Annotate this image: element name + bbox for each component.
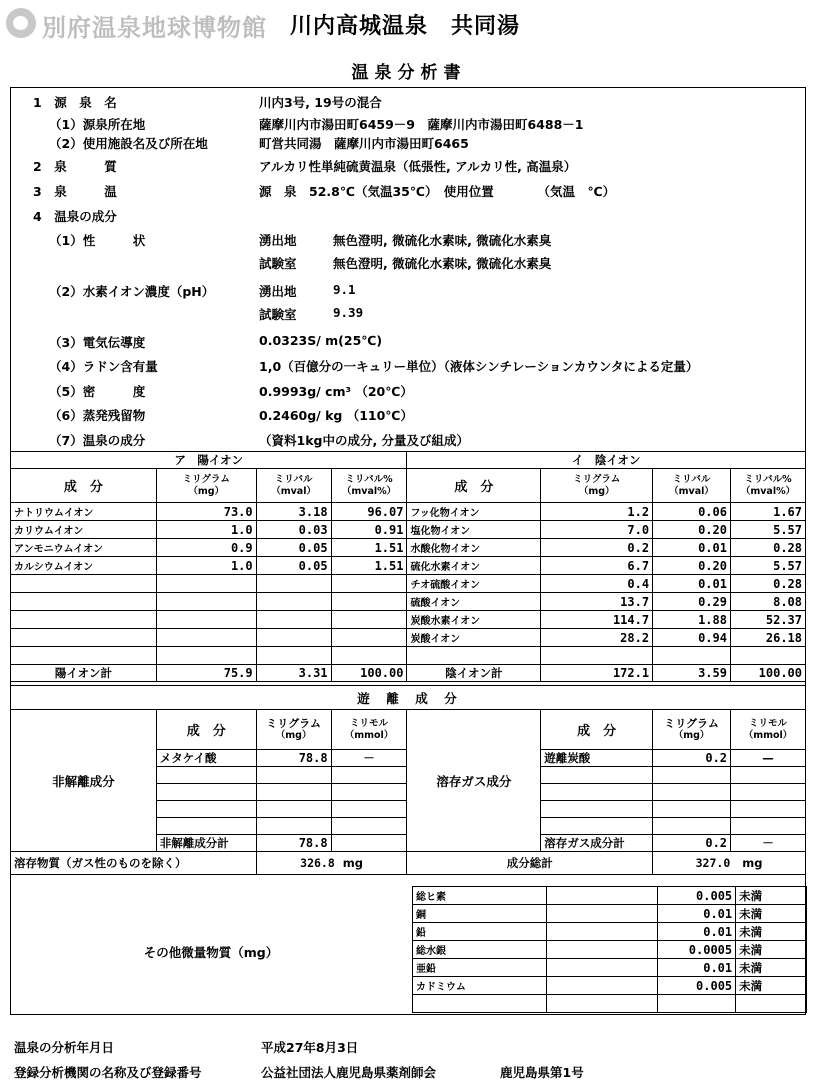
- trace-note: 未満: [736, 887, 807, 905]
- cation-total-label: 陽イオン計: [11, 665, 157, 682]
- trace-value: 0.005: [658, 977, 736, 995]
- trace-empty-cell: [546, 887, 658, 905]
- trace-empty-cell: [546, 923, 658, 941]
- cation-empty-cell: [156, 629, 256, 647]
- item-quality-label: 2 泉 質: [33, 159, 117, 174]
- dissolved-label: 溶存物質（ガス性のものを除く）: [11, 852, 257, 875]
- gas-col-mg: ミリグラム （mg）: [653, 710, 731, 750]
- item-location-label: （1）源泉所在地: [49, 117, 146, 132]
- trace-note: 未満: [736, 959, 807, 977]
- registered-org-label: 登録分析機関の名称及び登録番号: [14, 1065, 202, 1080]
- cation-empty-cell: [331, 611, 407, 629]
- ion-row: [11, 521, 806, 539]
- trace-note: 未満: [736, 941, 807, 959]
- cation-col-mval: ミリバル （mval）: [256, 469, 331, 503]
- anion-pct: 5.57: [730, 557, 805, 575]
- trace-row: [413, 941, 807, 959]
- anion-mg: 0.2: [541, 539, 653, 557]
- cation-empty-cell: [256, 629, 331, 647]
- anion-col-mvalp: ミリバル% （mval%）: [730, 469, 805, 503]
- trace-note: 未満: [736, 923, 807, 941]
- anion-name: 炭酸水素イオン: [407, 611, 541, 629]
- trace-value: 0.01: [658, 923, 736, 941]
- property-spring-place: 湧出地: [259, 233, 297, 248]
- museum-name: 別府温泉地球博物館: [42, 14, 267, 42]
- ion-row: [11, 647, 806, 665]
- anion-empty-cell: [653, 647, 731, 665]
- anion-pct: 0.28: [730, 575, 805, 593]
- gas-total-label: 溶存ガス成分計: [541, 835, 653, 852]
- trace-name: 総水銀: [413, 941, 547, 959]
- cation-name: ナトリウムイオン: [11, 503, 157, 521]
- anion-mval: 1.88: [653, 611, 731, 629]
- trace-empty-cell: [736, 995, 807, 1013]
- anion-name: 塩化物イオン: [407, 521, 541, 539]
- anion-mg: 6.7: [541, 557, 653, 575]
- trace-note: 未満: [736, 977, 807, 995]
- gas-col-mmol: ミリモル （mmol）: [731, 710, 806, 750]
- ph-spring-place: 湧出地: [259, 284, 297, 299]
- ph-spring-value: 9.1: [333, 282, 356, 297]
- property-lab-value: 無色澄明, 微硫化水素味, 微硫化水素臭: [333, 256, 552, 271]
- anion-col-mg: ミリグラム （mg）: [541, 469, 653, 503]
- gas-mg: 0.2: [653, 750, 731, 767]
- cation-empty-cell: [11, 575, 157, 593]
- anion-pct: 26.18: [730, 629, 805, 647]
- free-title: 遊 離 成 分: [11, 686, 806, 710]
- anion-mval: 0.01: [653, 575, 731, 593]
- anion-total-mg: 172.1: [541, 665, 653, 682]
- density-value: 0.9993g/ cm³ （20℃）: [259, 384, 413, 399]
- residue-value: 0.2460g/ kg （110℃）: [259, 408, 413, 423]
- header: [0, 0, 818, 52]
- cation-name: アンモニウムイオン: [11, 539, 157, 557]
- gas-name: 遊離炭酸: [541, 750, 653, 767]
- ph-lab-place: 試験室: [259, 307, 297, 322]
- trace-empty-cell: [546, 995, 658, 1013]
- cation-total-mg: 75.9: [156, 665, 256, 682]
- cation-empty-cell: [331, 629, 407, 647]
- trace-note: 未満: [736, 905, 807, 923]
- cation-empty-cell: [11, 611, 157, 629]
- document-title: 温泉分析書: [351, 63, 467, 83]
- cation-empty-cell: [11, 593, 157, 611]
- anion-mval: 0.01: [653, 539, 731, 557]
- dissolved-value-cell: [256, 852, 407, 875]
- anion-mg: 28.2: [541, 629, 653, 647]
- anion-mg: 0.4: [541, 575, 653, 593]
- anion-mval: 0.29: [653, 593, 731, 611]
- item-temperature-value: 源 泉 52.8℃（気温35℃） 使用位置 （気温 ℃）: [259, 184, 616, 199]
- trace-empty-cell: [413, 995, 547, 1013]
- ion-table: [10, 451, 806, 682]
- anion-title: イ 陰イオン: [407, 452, 806, 469]
- conductivity-label: （3）電気伝導度: [49, 335, 146, 350]
- gas-mmol: —: [731, 750, 806, 767]
- cation-pct: 96.07: [331, 503, 407, 521]
- cation-pct: 1.51: [331, 539, 407, 557]
- radon-value: 1,0（百億分の一キュリー単位）（液体シンチレーションカウンタによる定量）: [259, 359, 699, 374]
- trace-name: カドミウム: [413, 977, 547, 995]
- ion-row: [11, 557, 806, 575]
- nondiss-name: メタケイ酸: [156, 750, 256, 767]
- analysis-date: 平成27年8月3日: [261, 1040, 359, 1055]
- anion-pct: 52.37: [730, 611, 805, 629]
- cation-mg: 1.0: [156, 557, 256, 575]
- total-unit: mg: [742, 856, 763, 870]
- cation-pct: 1.51: [331, 557, 407, 575]
- trace-empty-cell: [546, 941, 658, 959]
- density-label: （5）密 度: [49, 384, 146, 399]
- anion-mval: 0.94: [653, 629, 731, 647]
- anion-mg: 1.2: [541, 503, 653, 521]
- anion-mval: 0.06: [653, 503, 731, 521]
- anion-mg: 7.0: [541, 521, 653, 539]
- registered-org: 公益社団法人鹿児島県薬剤師会: [261, 1065, 437, 1080]
- cation-col-component: 成 分: [11, 469, 157, 503]
- dissolved-unit: mg: [342, 856, 363, 870]
- free-components-table: [10, 685, 806, 875]
- total-value: 327.0: [695, 856, 731, 870]
- anion-pct: 1.67: [730, 503, 805, 521]
- anion-pct: 5.57: [730, 521, 805, 539]
- ion-row: [11, 611, 806, 629]
- total-label: 成分総計: [407, 852, 653, 875]
- trace-row: [413, 923, 807, 941]
- trace-value: 0.01: [658, 905, 736, 923]
- item-components-label: 4 温泉の成分: [33, 209, 117, 224]
- total-value-cell: [653, 852, 806, 875]
- ion-row: [11, 629, 806, 647]
- cation-mg: 73.0: [156, 503, 256, 521]
- cation-mg: 1.0: [156, 521, 256, 539]
- cation-total-pct: 100.00: [331, 665, 407, 682]
- cation-mval: 3.18: [256, 503, 331, 521]
- cation-empty-cell: [256, 575, 331, 593]
- ph-lab-value: 9.39: [333, 305, 364, 320]
- cation-empty-cell: [256, 611, 331, 629]
- trace-value: 0.01: [658, 959, 736, 977]
- cation-empty-cell: [11, 629, 157, 647]
- gas-total-mg: 0.2: [653, 835, 731, 852]
- gas-col-component: 成 分: [541, 710, 653, 750]
- anion-empty-cell: [730, 647, 805, 665]
- analysis-date-label: 温泉の分析年月日: [14, 1040, 115, 1055]
- trace-empty-cell: [546, 905, 658, 923]
- property-lab-place: 試験室: [259, 256, 297, 271]
- registration-number: 鹿児島県第1号: [500, 1065, 584, 1080]
- trace-value: 0.005: [658, 887, 736, 905]
- cation-empty-cell: [156, 611, 256, 629]
- museum-logo-icon: [6, 8, 36, 38]
- anion-mval: 0.20: [653, 521, 731, 539]
- ion-row: [11, 593, 806, 611]
- nondissociated-label: 非解離成分: [11, 710, 157, 852]
- ion-row: [11, 539, 806, 557]
- anion-col-mval: ミリバル （mval）: [653, 469, 731, 503]
- anion-mg: 114.7: [541, 611, 653, 629]
- cation-name: カルシウムイオン: [11, 557, 157, 575]
- cation-total-mval: 3.31: [256, 665, 331, 682]
- residue-label: （6）蒸発残留物: [49, 408, 146, 423]
- cation-empty-cell: [256, 593, 331, 611]
- nondiss-col-component: 成 分: [156, 710, 256, 750]
- cation-empty-cell: [331, 647, 407, 665]
- nondiss-mg: 78.8: [256, 750, 331, 767]
- analysis-sheet: [10, 87, 806, 1015]
- anion-mg: 13.7: [541, 593, 653, 611]
- dissolved-value: 326.8: [300, 856, 335, 870]
- conductivity-value: 0.0323S/ m(25℃): [259, 333, 383, 348]
- property-label: （1）性 状: [49, 233, 146, 248]
- anion-col-component: 成 分: [407, 469, 541, 503]
- nondiss-total-mg: 78.8: [256, 835, 331, 852]
- item-facility-value: 町営共同湯 薩摩川内市湯田町6465: [259, 136, 469, 151]
- cation-empty-cell: [156, 593, 256, 611]
- cation-mval: 0.05: [256, 557, 331, 575]
- item-location-value: 薩摩川内市湯田町6459－9 薩摩川内市湯田町6488－1: [259, 117, 584, 132]
- anion-empty-cell: [541, 647, 653, 665]
- trace-name: 銅: [413, 905, 547, 923]
- cation-title: ア 陽イオン: [11, 452, 407, 469]
- anion-total-pct: 100.00: [730, 665, 805, 682]
- item-facility-label: （2）使用施設名及び所在地: [49, 136, 208, 151]
- item-quality-value: アルカリ性単純硫黄温泉（低張性, アルカリ性, 高温泉）: [259, 159, 577, 174]
- trace-table: [412, 886, 807, 1013]
- spring-components-value: （資料1kg中の成分, 分量及び組成）: [259, 433, 470, 448]
- cation-empty-cell: [11, 647, 157, 665]
- nondiss-mmol: －: [331, 750, 407, 767]
- anion-name: 炭酸イオン: [407, 629, 541, 647]
- anion-pct: 8.08: [730, 593, 805, 611]
- cation-col-mvalp: ミリバル% （mval%）: [331, 469, 407, 503]
- trace-empty-cell: [658, 995, 736, 1013]
- cation-empty-cell: [331, 575, 407, 593]
- trace-name: 総ヒ素: [413, 887, 547, 905]
- trace-row: [413, 977, 807, 995]
- anion-name: フッ化物イオン: [407, 503, 541, 521]
- ion-row: [11, 503, 806, 521]
- cation-empty-cell: [156, 575, 256, 593]
- anion-total-label: 陰イオン計: [407, 665, 541, 682]
- cation-name: カリウムイオン: [11, 521, 157, 539]
- cation-mval: 0.03: [256, 521, 331, 539]
- spring-name: 川内高城温泉 共同湯: [290, 14, 521, 39]
- cation-mg: 0.9: [156, 539, 256, 557]
- anion-name: 硫化水素イオン: [407, 557, 541, 575]
- trace-row: [413, 959, 807, 977]
- trace-empty-cell: [546, 977, 658, 995]
- trace-value: 0.0005: [658, 941, 736, 959]
- nondiss-col-mmol: ミリモル （mmol）: [331, 710, 407, 750]
- item-source-name-value: 川内3号, 19号の混合: [259, 95, 382, 110]
- ph-label: （2）水素イオン濃度（pH）: [49, 284, 215, 299]
- spring-components-label: （7）温泉の成分: [49, 433, 146, 448]
- item-temperature-label: 3 泉 温: [33, 184, 117, 199]
- anion-pct: 0.28: [730, 539, 805, 557]
- item-source-name-label: 1 源 泉 名: [33, 95, 117, 110]
- cation-empty-cell: [256, 647, 331, 665]
- nondiss-total-label: 非解離成分計: [156, 835, 256, 852]
- anion-name: 硫酸イオン: [407, 593, 541, 611]
- radon-label: （4）ラドン含有量: [49, 359, 158, 374]
- trace-row: [413, 887, 807, 905]
- anion-total-mval: 3.59: [653, 665, 731, 682]
- cation-pct: 0.91: [331, 521, 407, 539]
- trace-label: その他微量物質（mg）: [143, 945, 279, 960]
- anion-empty-cell: [407, 647, 541, 665]
- gas-total-mmol: －: [731, 835, 806, 852]
- gas-label: 溶存ガス成分: [407, 710, 541, 852]
- nondiss-col-mg: ミリグラム （mg）: [256, 710, 331, 750]
- property-spring-value: 無色澄明, 微硫化水素味, 微硫化水素臭: [333, 233, 552, 248]
- trace-empty-cell: [546, 959, 658, 977]
- trace-row: [413, 905, 807, 923]
- anion-mval: 0.20: [653, 557, 731, 575]
- anion-name: チオ硫酸イオン: [407, 575, 541, 593]
- cation-empty-cell: [331, 593, 407, 611]
- cation-col-mg: ミリグラム （mg）: [156, 469, 256, 503]
- anion-name: 水酸化物イオン: [407, 539, 541, 557]
- trace-row: [413, 995, 807, 1013]
- ion-row: [11, 575, 806, 593]
- trace-name: 亜鉛: [413, 959, 547, 977]
- trace-name: 鉛: [413, 923, 547, 941]
- cation-mval: 0.05: [256, 539, 331, 557]
- cation-empty-cell: [156, 647, 256, 665]
